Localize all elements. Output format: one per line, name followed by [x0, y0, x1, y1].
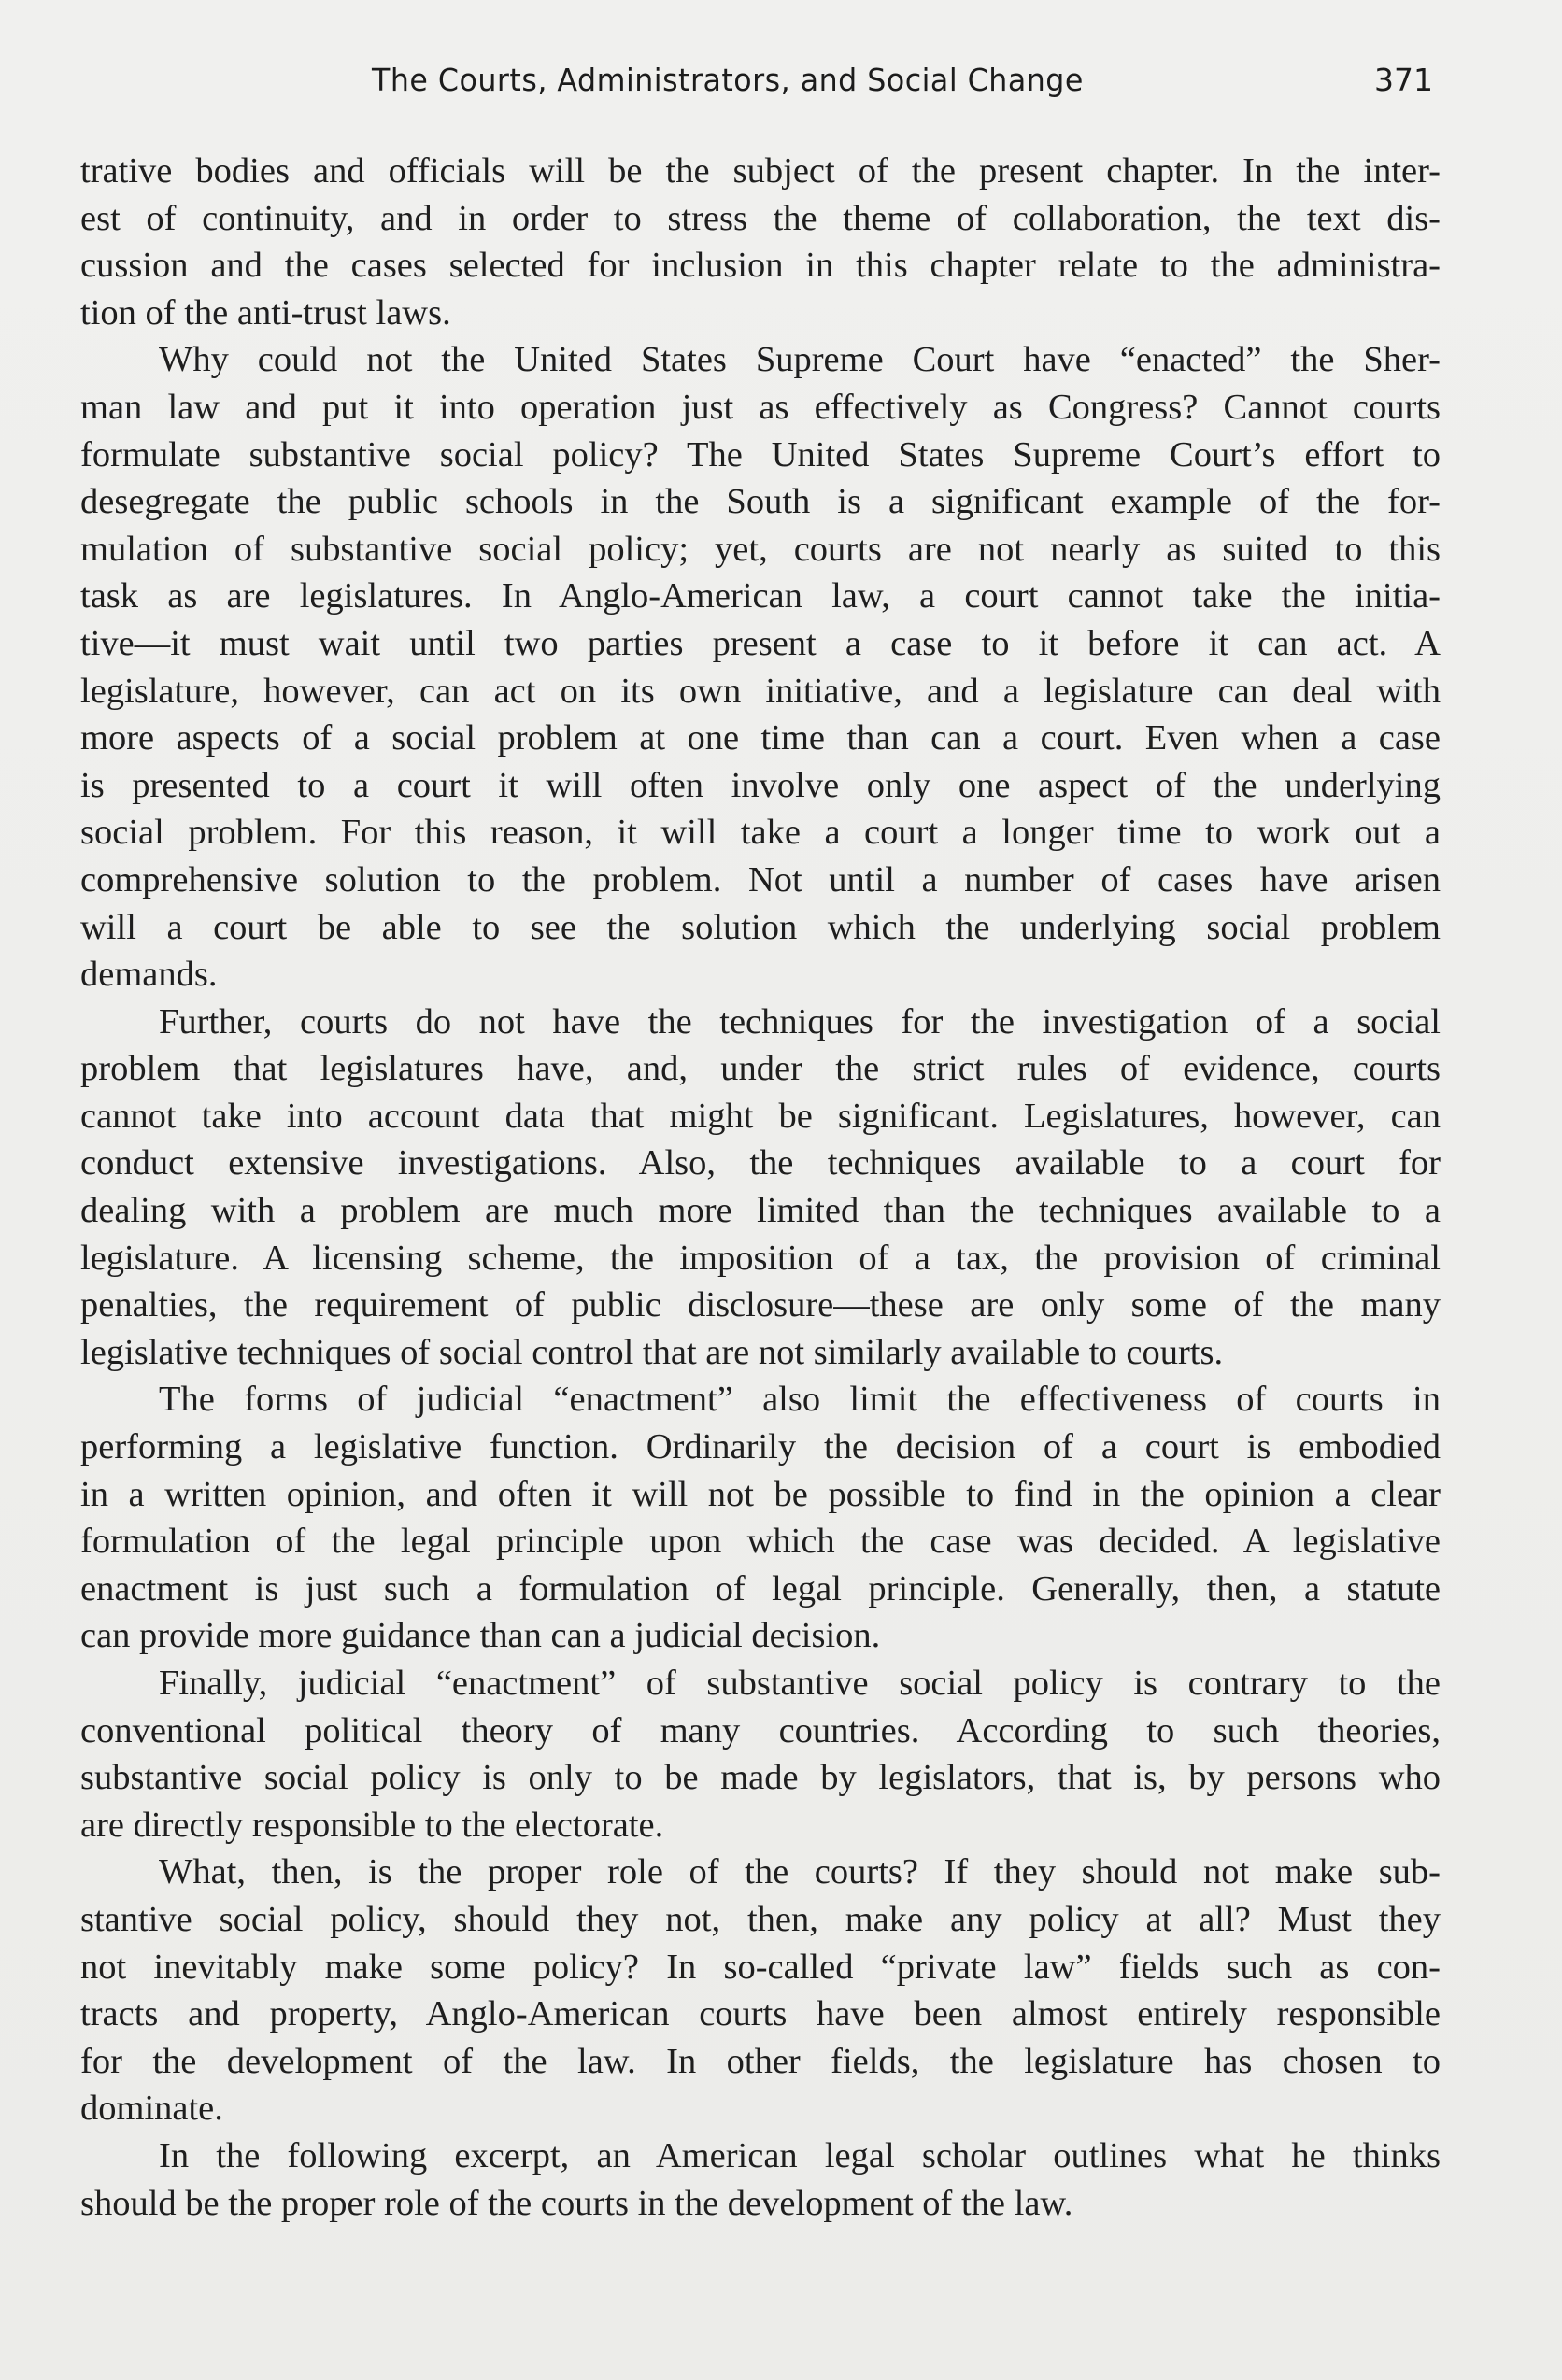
text-line: Finally, judicial “enactment” of substantive social policy is contrary to the — [159, 1664, 1441, 1703]
text-line: est of continuity, and in order to stress the theme of collaboration, the text dis- — [80, 198, 1441, 238]
text-line: tive—it must wait until two parties present a case to it before it can act. A — [80, 623, 1441, 663]
text-line: tracts and property, Anglo-American courts have been almost entirely responsible — [80, 1994, 1441, 2034]
text-line: cannot take into account data that might be significant. Legislatures, however, can — [80, 1096, 1441, 1136]
text-line: legislative techniques of social control that are not similarly available to courts. — [80, 1332, 1224, 1372]
text-line: social problem. For this reason, it will take a court a longer time to work out a — [80, 813, 1441, 853]
text-line: dominate. — [80, 2089, 223, 2129]
text-line: Further, courts do not have the techniques for the investigation of a social — [159, 1001, 1441, 1041]
text-line: In the following excerpt, an American legal scholar outlines what he thinks — [159, 2135, 1441, 2175]
text-line: conduct extensive investigations. Also, the techniques available to a court for — [80, 1143, 1441, 1183]
text-line: more aspects of a social problem at one time than can a court. Even when a case — [80, 718, 1441, 758]
text-line: legislature. A licensing scheme, the imposition of a tax, the provision of criminal — [80, 1238, 1441, 1278]
text-line: penalties, the requirement of public disclosure—these are only some of the many — [80, 1285, 1441, 1325]
text-line: comprehensive solution to the problem. Not until a number of cases have arisen — [80, 859, 1441, 900]
text-line: Why could not the United States Supreme Court have “enacted” the Sher- — [159, 340, 1441, 380]
text-line: dealing with a problem are much more limited than the techniques available to a — [80, 1191, 1441, 1231]
running-header — [0, 62, 1562, 108]
text-line: task as are legislatures. In Anglo-American law, a court cannot take the initia- — [80, 576, 1441, 616]
running-title: The Courts, Administrators, and Social Change — [372, 62, 1084, 98]
text-line: formulation of the legal principle upon which the case was decided. A legislative — [80, 1522, 1441, 1562]
text-line: tion of the anti-trust laws. — [80, 292, 451, 333]
text-line: man law and put it into operation just as effectively as Congress? Cannot courts — [80, 387, 1441, 427]
text-line: is presented to a court it will often involve only one aspect of the underlying — [80, 765, 1441, 805]
text-line: desegregate the public schools in the South is a significant example of the for- — [80, 482, 1441, 522]
text-line: demands. — [80, 955, 218, 995]
paragraph-forms-of-enactment — [80, 1376, 1441, 1660]
text-line: for the development of the law. In other fields, the legislature has chosen to — [80, 2041, 1441, 2081]
paragraph-continuation — [80, 148, 1441, 336]
text-line: in a written opinion, and often it will not be possible to find in the opinion a clear — [80, 1474, 1441, 1514]
text-line: problem that legislatures have, and, under the strict rules of evidence, courts — [80, 1049, 1441, 1089]
page-number: 371 — [1374, 62, 1433, 98]
paragraph-role-of-courts — [80, 1849, 1441, 2132]
body-text — [80, 148, 1441, 2227]
text-line: trative bodies and officials will be the subject of the present chapter. In the inter- — [80, 151, 1441, 191]
text-line: can provide more guidance than can a judicial decision. — [80, 1616, 881, 1656]
text-line: should be the proper role of the courts in the development of the law. — [80, 2183, 1073, 2223]
text-line: stantive social policy, should they not, then, make any policy at all? Must they — [80, 1899, 1441, 1939]
text-line: enactment is just such a formulation of legal principle. Generally, then, a statute — [80, 1568, 1441, 1608]
paragraph-political-theory — [80, 1660, 1441, 1849]
text-line: formulate substantive social policy? The United States Supreme Court’s effort to — [80, 434, 1441, 475]
text-line: cussion and the cases selected for inclusion in this chapter relate to the administra- — [80, 246, 1441, 286]
text-line: substantive social policy is only to be made by legislators, that is, by persons who — [80, 1758, 1441, 1798]
text-line: will a court be able to see the solution which the underlying social problem — [80, 907, 1441, 947]
text-line: The forms of judicial “enactment” also limit the effectiveness of courts in — [159, 1380, 1441, 1420]
text-line: What, then, is the proper role of the courts? If they should not make sub- — [159, 1852, 1441, 1892]
text-line: legislature, however, can act on its own initiative, and a legislature can deal with — [80, 671, 1441, 711]
paragraph-sherman-law — [80, 336, 1441, 998]
text-line: are directly responsible to the electorate. — [80, 1805, 664, 1845]
text-line: mulation of substantive social policy; yet, courts are not nearly as suited to this — [80, 529, 1441, 569]
text-line: performing a legislative function. Ordinarily the decision of a court is embodied — [80, 1427, 1441, 1467]
text-line: not inevitably make some policy? In so-called “private law” fields such as con- — [80, 1947, 1441, 1987]
text-line: conventional political theory of many countries. According to such theories, — [80, 1710, 1441, 1750]
paragraph-investigation-techniques — [80, 999, 1441, 1377]
paragraph-excerpt-intro — [80, 2132, 1441, 2227]
